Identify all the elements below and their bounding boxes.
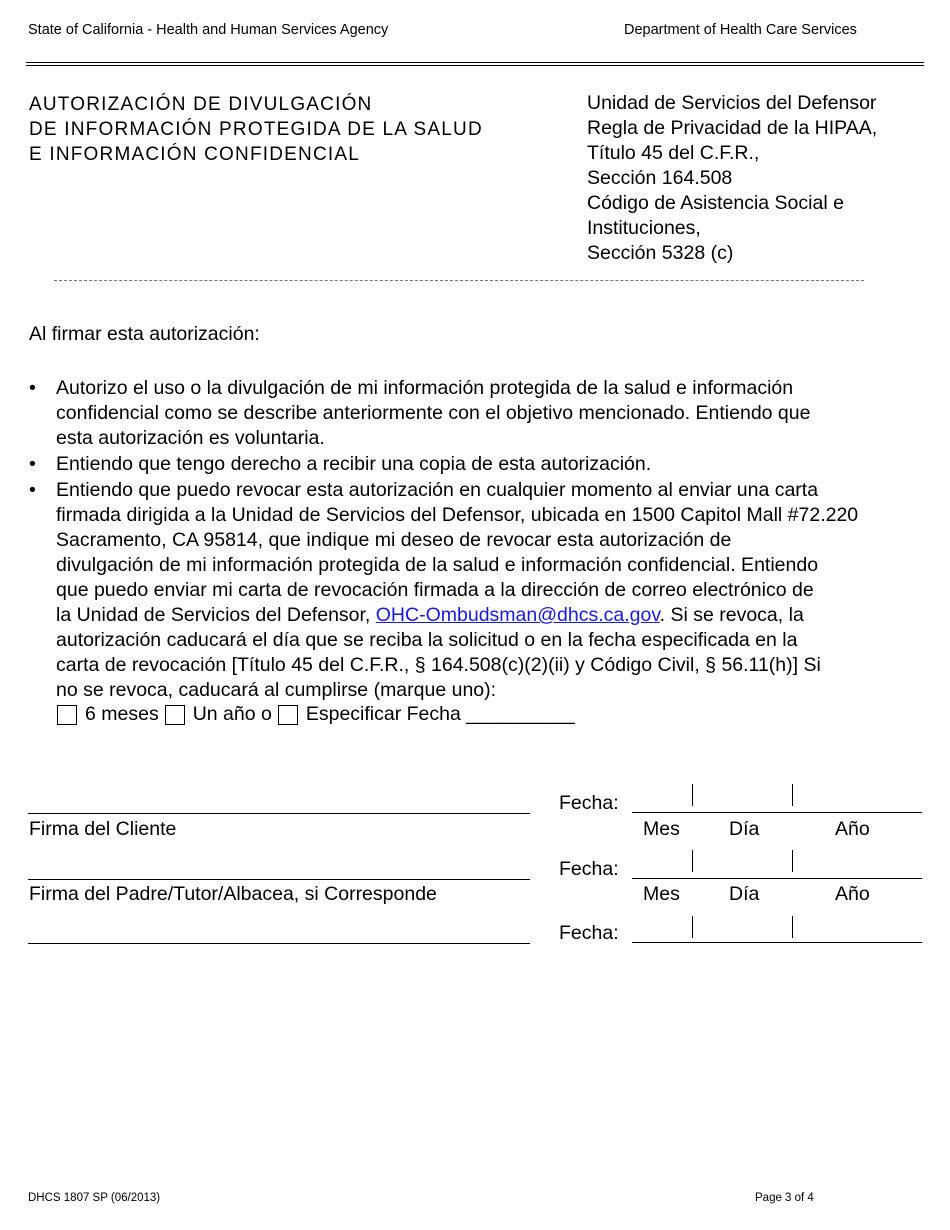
specify-date-label: Especificar Fecha __________ — [305, 703, 575, 725]
client-date-field[interactable] — [632, 812, 922, 813]
header-rule — [26, 62, 924, 63]
bullet-text-line: carta de revocación [Título 45 del C.F.R., § 164.508(c)(2)(ii) y Código Civil, § 56.11(h)] Si — [56, 654, 821, 676]
expiration-options — [57, 702, 575, 727]
bullet-text-line: esta autorización es voluntaria. — [56, 427, 325, 449]
date-divider — [792, 916, 793, 938]
client-signature-label: Firma del Cliente — [29, 818, 177, 840]
section-divider — [54, 280, 864, 281]
bullet-text-line: divulgación de mi información protegida de la salud e información confidencial. Entiendo — [56, 554, 819, 576]
bullet-text-fragment: . Si se revoca, la — [659, 604, 804, 626]
third-date-field[interactable] — [632, 942, 922, 943]
bullet-text-line: Entiendo que tengo derecho a recibir una copia de esta autorización. — [56, 453, 652, 475]
page-number: Page 3 of 4 — [755, 1192, 814, 1204]
client-signature-line[interactable] — [28, 813, 530, 814]
department-header: Department of Health Care Services — [624, 22, 857, 38]
date-divider — [692, 850, 693, 872]
legal-line: Código de Asistencia Social e — [587, 192, 844, 214]
guardian-signature-line[interactable] — [28, 879, 530, 880]
legal-references — [587, 91, 877, 266]
form-title-line: E INFORMACIÓN CONFIDENCIAL — [29, 144, 360, 165]
authorization-terms-list — [26, 376, 926, 703]
bullet-text-line: que puedo enviar mi carta de revocación firmada a la dirección de correo electrónico de — [56, 579, 814, 601]
bullet-text-line: firmada dirigida a la Unidad de Servicios del Defensor, ubicada en 1500 Capitol Mall #72.220 — [56, 504, 859, 526]
legal-line: Sección 164.508 — [587, 167, 733, 189]
date-label: Fecha: — [559, 858, 619, 880]
form-title-line: DE INFORMACIÓN PROTEGIDA DE LA SALUD — [29, 119, 483, 140]
one-year-label: Un año o — [192, 703, 272, 725]
bullet-text-fragment: la Unidad de Servicios del Defensor, — [56, 604, 376, 626]
bullet-text-line: Sacramento, CA 95814, que indique mi deseo de revocar esta autorización de — [56, 529, 732, 551]
third-signature-line[interactable] — [28, 943, 530, 944]
one-year-checkbox[interactable] — [165, 705, 185, 725]
bullet-text-line: autorización caducará el día que se reciba la solicitud o en la fecha especificada en la — [56, 629, 798, 651]
bullet-icon: • — [29, 479, 36, 501]
bullet-text-line: Autorizo el uso o la divulgación de mi información protegida de la salud e información — [56, 377, 794, 399]
legal-line: Sección 5328 (c) — [587, 242, 734, 264]
list-item — [26, 452, 926, 477]
form-id: DHCS 1807 SP (06/2013) — [28, 1192, 161, 1204]
date-divider — [692, 916, 693, 938]
bullet-icon: • — [29, 377, 36, 399]
bullet-icon: • — [29, 453, 36, 475]
intro-text: Al firmar esta autorización: — [29, 323, 260, 345]
ombudsman-email-link[interactable]: OHC-Ombudsman@dhcs.ca.gov — [375, 604, 660, 626]
guardian-signature-label: Firma del Padre/Tutor/Albacea, si Corresponde — [29, 883, 437, 905]
list-item — [26, 478, 926, 703]
legal-line: Unidad de Servicios del Defensor — [587, 92, 877, 114]
year-label: Año — [835, 883, 870, 905]
date-label: Fecha: — [559, 792, 619, 814]
six-months-checkbox[interactable] — [57, 705, 77, 725]
form-title — [29, 92, 483, 167]
date-divider — [692, 784, 693, 806]
day-label: Día — [729, 883, 760, 905]
year-label: Año — [835, 818, 870, 840]
bullet-text-line: no se revoca, caducará al cumplirse (marque uno): — [56, 679, 497, 701]
date-divider — [792, 784, 793, 806]
header-rule-second — [26, 65, 924, 66]
date-label: Fecha: — [559, 922, 619, 944]
six-months-label: 6 meses — [85, 703, 159, 725]
bullet-text-line: Entiendo que puedo revocar esta autorización en cualquier momento al enviar una carta — [56, 479, 819, 501]
date-divider — [792, 850, 793, 872]
form-title-line: AUTORIZACIÓN DE DIVULGACIÓN — [29, 94, 373, 115]
agency-header: State of California - Health and Human Services Agency — [28, 22, 389, 38]
guardian-date-field[interactable] — [632, 878, 922, 879]
specify-date-checkbox[interactable] — [278, 705, 298, 725]
legal-line: Título 45 del C.F.R., — [587, 142, 760, 164]
month-label: Mes — [643, 818, 680, 840]
bullet-text-line — [56, 603, 926, 628]
legal-line: Instituciones, — [587, 217, 701, 239]
month-label: Mes — [643, 883, 680, 905]
legal-line: Regla de Privacidad de la HIPAA, — [587, 117, 878, 139]
bullet-text-line: confidencial como se describe anteriormente con el objetivo mencionado. Entiendo que — [56, 402, 811, 424]
day-label: Día — [729, 818, 760, 840]
list-item — [26, 376, 926, 451]
